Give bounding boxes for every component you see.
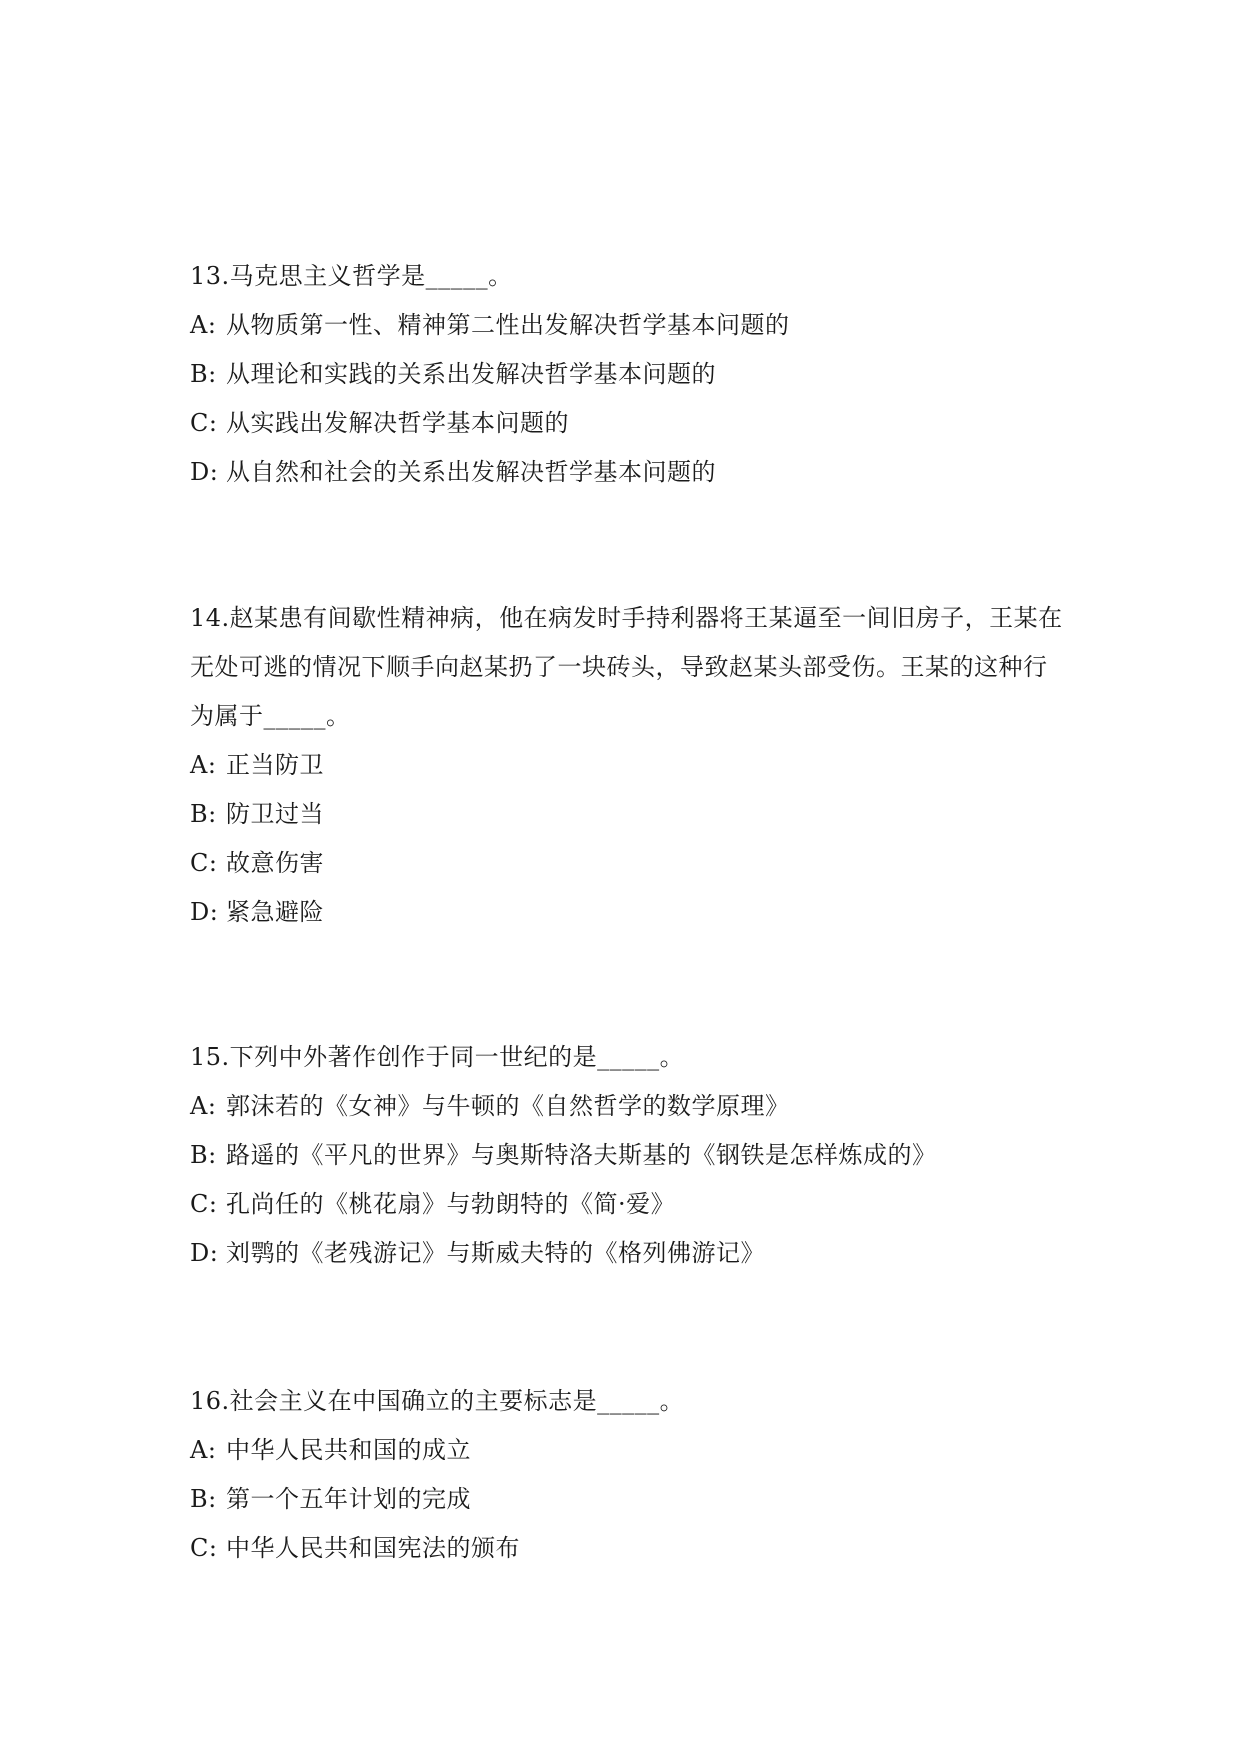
- option-text: 路遥的《平凡的世界》与奥斯特洛夫斯基的《钢铁是怎样炼成的》: [226, 1141, 937, 1169]
- option-text: 故意伤害: [226, 849, 324, 877]
- option-key: D:: [190, 1239, 219, 1267]
- question-stem: 16.社会主义在中国确立的主要标志是_____。: [190, 1387, 685, 1415]
- option-text: 中华人民共和国宪法的颁布: [226, 1534, 520, 1562]
- option-text: 从实践出发解决哲学基本问题的: [226, 409, 569, 437]
- option-d: [190, 888, 1070, 937]
- option-text: 从自然和社会的关系出发解决哲学基本问题的: [226, 458, 716, 486]
- option-key: A:: [190, 751, 217, 779]
- option-a: [190, 301, 1070, 350]
- option-d: [190, 1229, 1070, 1278]
- option-c: [190, 1524, 1070, 1573]
- option-key: C:: [190, 1190, 218, 1218]
- question-stem: 15.下列中外著作创作于同一世纪的是_____。: [190, 1043, 685, 1071]
- option-b: [190, 790, 1070, 839]
- option-text: 防卫过当: [226, 800, 324, 828]
- option-key: A:: [190, 311, 217, 339]
- option-c: [190, 1180, 1070, 1229]
- option-text: 从物质第一性、精神第二性出发解决哲学基本问题的: [226, 311, 790, 339]
- question-16: [190, 1377, 1070, 1573]
- option-text: 紧急避险: [226, 898, 324, 926]
- option-d: [190, 448, 1070, 497]
- option-text: 郭沫若的《女神》与牛顿的《自然哲学的数学原理》: [226, 1092, 790, 1120]
- option-key: C:: [190, 849, 218, 877]
- question-15: [190, 1033, 1070, 1278]
- option-key: D:: [190, 898, 219, 926]
- option-key: A:: [190, 1436, 217, 1464]
- option-key: A:: [190, 1092, 217, 1120]
- question-stem: 13.马克思主义哲学是_____。: [190, 262, 513, 290]
- option-b: [190, 350, 1070, 399]
- option-c: [190, 839, 1070, 888]
- option-a: [190, 1082, 1070, 1131]
- question-13: [190, 252, 1070, 497]
- option-text: 孔尚任的《桃花扇》与勃朗特的《简·爱》: [226, 1190, 676, 1218]
- option-key: C:: [190, 409, 218, 437]
- option-key: B:: [190, 1141, 217, 1169]
- question-stem: 14.赵某患有间歇性精神病，他在病发时手持利器将王某逼至一间旧房子，王某在无处可逃的情况下顺手向赵某扔了一块砖头，导致赵某头部受伤。王某的这种行为属于_____。: [190, 604, 1063, 730]
- option-key: B:: [190, 800, 217, 828]
- question-14: [190, 594, 1070, 937]
- option-a: [190, 1426, 1070, 1475]
- option-text: 刘鹗的《老残游记》与斯威夫特的《格列佛游记》: [226, 1239, 765, 1267]
- option-text: 第一个五年计划的完成: [226, 1485, 471, 1513]
- option-text: 中华人民共和国的成立: [226, 1436, 471, 1464]
- option-text: 正当防卫: [226, 751, 324, 779]
- option-b: [190, 1475, 1070, 1524]
- option-key: C:: [190, 1534, 218, 1562]
- option-text: 从理论和实践的关系出发解决哲学基本问题的: [226, 360, 716, 388]
- option-a: [190, 741, 1070, 790]
- option-key: B:: [190, 360, 217, 388]
- option-b: [190, 1131, 1070, 1180]
- option-key: D:: [190, 458, 219, 486]
- option-key: B:: [190, 1485, 217, 1513]
- option-c: [190, 399, 1070, 448]
